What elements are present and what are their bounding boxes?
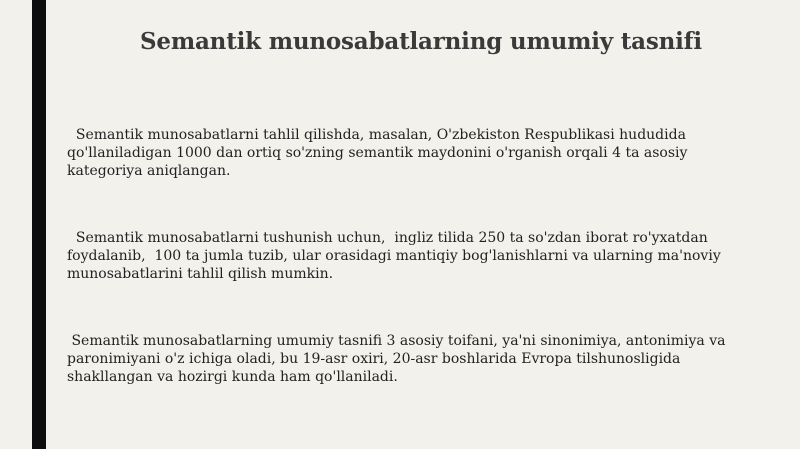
paragraph-3: Semantik munosabatlarning umumiy tasnifi 3 asosiy toifani, ya'ni sinonimiya, antonimiya va paronimiyani o'z ichiga oladi, bu 19-asr oxiri, 20-asr boshlarida Evropa tilshunosligida shakllangan va hozirgi kunda ham qo'llaniladi. [67, 333, 730, 385]
slide-title: Semantik munosabatlarning umumiy tasnifi [140, 28, 702, 55]
decorative-side-bar [32, 0, 46, 449]
paragraph-2: Semantik munosabatlarni tushunish uchun, ingliz tilida 250 ta so'zdan iborat ro'yxatdan foydalanib, 100 ta jumla tuzib, ular orasidagi mantiqiy bog'lanishlarni va ularning ma'noviy munosabatlarini tahlil qilish mumkin. [67, 230, 726, 282]
paragraph-1: Semantik munosabatlarni tahlil qilishda, masalan, O'zbekiston Respublikasi hududida qo'llaniladigan 1000 dan ortiq so'zning semantik maydonini o'rganish orqali 4 ta asosiy kategoriya aniqlangan. [67, 127, 692, 179]
